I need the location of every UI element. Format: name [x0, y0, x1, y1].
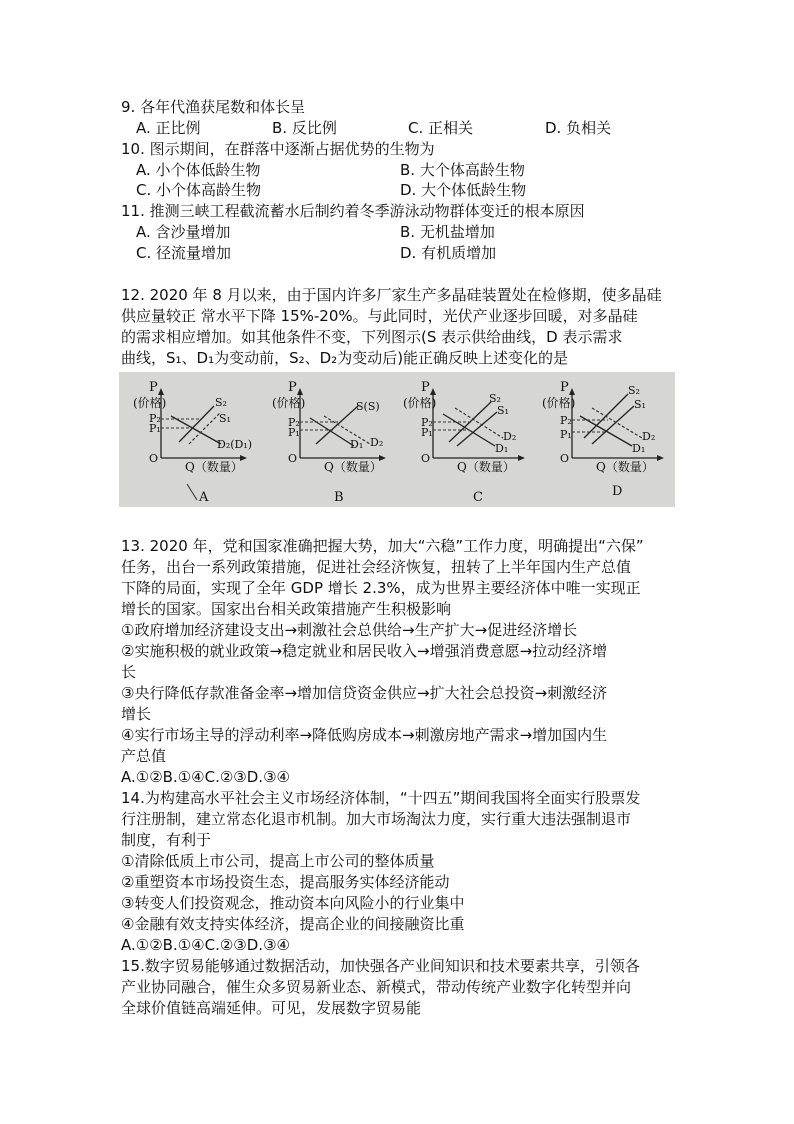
q9-option-d: D. 负相关	[545, 119, 612, 137]
q11-stem: 11. 推测三峡工程截流蓄水后制约着冬季游泳动物群体变迁的根本原因	[121, 202, 585, 220]
graph-b	[258, 372, 397, 507]
graph-d-p1: P₁	[560, 428, 572, 441]
graph-a-s1: S₁	[219, 412, 231, 425]
graph-c-s1: S₁	[497, 404, 509, 417]
graph-d-p2: P₂	[560, 414, 572, 427]
q11-option-d: D. 有机质增加	[400, 244, 497, 262]
graph-d	[536, 372, 675, 507]
q12-line-2: 供应量较正 常水平下降 15%-20%。与此同时，光伏产业逐步回暖，对多晶硅	[121, 307, 638, 325]
q13-answer-options: A.①②B.①④C.②③D.③④	[121, 768, 290, 786]
q13-line-4: 增长的国家。国家出台相关政策措施产生积极影响	[121, 600, 452, 618]
supply-demand-figure	[119, 372, 675, 507]
graph-a-p2: P₂	[149, 412, 161, 425]
q13-line-11: 产总值	[121, 747, 167, 765]
q15-line-1: 15.数字贸易能够通过数据活动，加快强各产业间知识和技术要素共享，引领各	[121, 957, 640, 975]
graph-c-d1: D₁	[495, 442, 509, 455]
graph-a-s2: S₂	[215, 396, 227, 409]
q11-option-c: C. 径流量增加	[136, 244, 232, 262]
q11-option-a: A. 含沙量增加	[136, 223, 231, 241]
q10-option-d: D. 大个体低龄生物	[400, 181, 527, 199]
q13-line-7: 长	[121, 663, 137, 681]
graph-a-label: A	[199, 490, 209, 505]
graph-d-axis-p: P	[560, 380, 569, 395]
graph-c	[397, 372, 536, 507]
graph-a-p1: P₁	[149, 422, 161, 435]
q9-option-b: B. 反比例	[272, 119, 337, 137]
q13-line-3: 下降的局面，实现了全年 GDP 增长 2.3%，成为世界主要经济体中唯一实现正	[121, 579, 641, 597]
q13-line-10: ④实行市场主导的浮动利率→降低购房成本→刺激房地产需求→增加国内生	[121, 726, 608, 744]
q11-option-b: B. 无机盐增加	[400, 223, 495, 241]
graph-c-origin: O	[421, 452, 431, 465]
graph-d-label: D	[612, 484, 623, 499]
q10-stem: 10. 图示期间，在群落中逐渐占据优势的生物为	[121, 140, 435, 158]
graph-b-p1: P₁	[288, 426, 300, 439]
graph-d-axis-price: (价格)	[542, 396, 576, 410]
graph-b-origin: O	[288, 452, 298, 465]
q10-option-b: B. 大个体高龄生物	[400, 161, 525, 179]
graph-b-p2: P₂	[288, 416, 300, 429]
graph-d-s2: S₂	[628, 384, 640, 397]
graph-d-origin: O	[560, 452, 570, 465]
graph-c-label: C	[473, 490, 483, 505]
graph-b-d2: D₂	[370, 436, 384, 449]
graph-b-s: S(S)	[356, 400, 380, 413]
q9-stem: 9. 各年代渔获尾数和体长呈	[121, 98, 306, 116]
graph-c-axis-p: P	[421, 380, 430, 395]
q9-option-c: C. 正相关	[408, 119, 474, 137]
q12-line-4: 曲线，S₁、D₁为变动前，S₂、D₂为变动后)能正确反映上述变化的是	[121, 349, 569, 367]
q14-line-2: 行注册制，建立常态化退市机制。加大市场淘汰力度，实行重大违法强制退市	[121, 810, 632, 828]
q13-line-2: 任务，出台一系列政策措施，促进社会经济恢复，扭转了上半年国内生产总值	[121, 558, 632, 576]
q13-line-8: ③央行降低存款准备金率→增加信贷资金供应→扩大社会总投资→刺激经济	[121, 684, 608, 702]
q13-line-9: 增长	[121, 705, 152, 723]
graph-c-axis-price: (价格)	[403, 396, 437, 410]
graph-b-axis-q: Q（数量）	[324, 460, 382, 474]
graph-b-d1: D₁	[350, 438, 364, 451]
graph-a-axis-p: P	[149, 380, 158, 395]
q14-line-3: 制度，有利于	[121, 831, 212, 849]
graph-a-origin: O	[149, 452, 159, 465]
graph-a-d: D₂(D₁)	[217, 438, 253, 451]
graph-c-d2: D₂	[503, 430, 517, 443]
q10-option-c: C. 小个体高龄生物	[136, 181, 262, 199]
q13-line-5: ①政府增加经济建设支出→刺激社会总供给→生产扩大→促进经济增长	[121, 621, 578, 639]
graph-a	[119, 372, 258, 507]
q12-line-3: 的需求相应增加。如其他条件不变，下列图示(S 表示供给曲线，D 表示需求	[121, 328, 623, 346]
q13-line-1: 13. 2020 年，党和国家准确把握大势，加大“六稳”工作力度，明确提出“六保”	[121, 537, 644, 555]
graph-a-axis-price: (价格)	[133, 396, 167, 410]
q14-line-6: ③转变人们投资观念，推动资本向风险小的行业集中	[121, 894, 465, 912]
q9-option-a: A. 正比例	[136, 119, 201, 137]
q14-line-5: ②重塑资本市场投资生态，提高服务实体经济能动	[121, 873, 450, 891]
graph-c-axis-q: Q（数量）	[457, 460, 515, 474]
graph-b-label: B	[334, 490, 344, 505]
graph-d-d1: D₁	[632, 442, 646, 455]
q14-line-1: 14.为构建高水平社会主义市场经济体制，“十四五”期间我国将全面实行股票发	[121, 789, 641, 807]
graph-b-axis-p: P	[288, 380, 297, 395]
graph-c-s2: S₂	[489, 392, 501, 405]
graph-d-s1: S₁	[634, 398, 646, 411]
q14-line-7: ④金融有效支持实体经济，提高企业的间接融资比重	[121, 915, 465, 933]
graph-d-axis-q: Q（数量）	[596, 460, 654, 474]
graph-b-axis-price: (价格)	[272, 396, 306, 410]
q14-line-4: ①清除低质上市公司，提高上市公司的整体质量	[121, 852, 435, 870]
graph-d-d2: D₂	[642, 430, 656, 443]
graph-a-axis-q: Q（数量）	[185, 460, 243, 474]
q15-line-2: 产业协同融合，催生众多贸易新业态、新模式，带动传统产业数字化转型并向	[121, 978, 632, 996]
q15-line-3: 全球价值链高端延伸。可见，发展数字贸易能	[121, 999, 422, 1017]
graph-c-p2: P₂	[421, 416, 433, 429]
q14-answer-options: A.①②B.①④C.②③D.③④	[121, 936, 290, 954]
q10-option-a: A. 小个体低龄生物	[136, 161, 261, 179]
q13-line-6: ②实施积极的就业政策→稳定就业和居民收入→增强消费意愿→拉动经济增	[121, 642, 608, 660]
q12-line-1: 12. 2020 年 8 月以来，由于国内许多厂家生产多晶硅装置处在检修期，使多晶硅	[121, 286, 662, 304]
graph-c-p1: P₁	[421, 426, 433, 439]
